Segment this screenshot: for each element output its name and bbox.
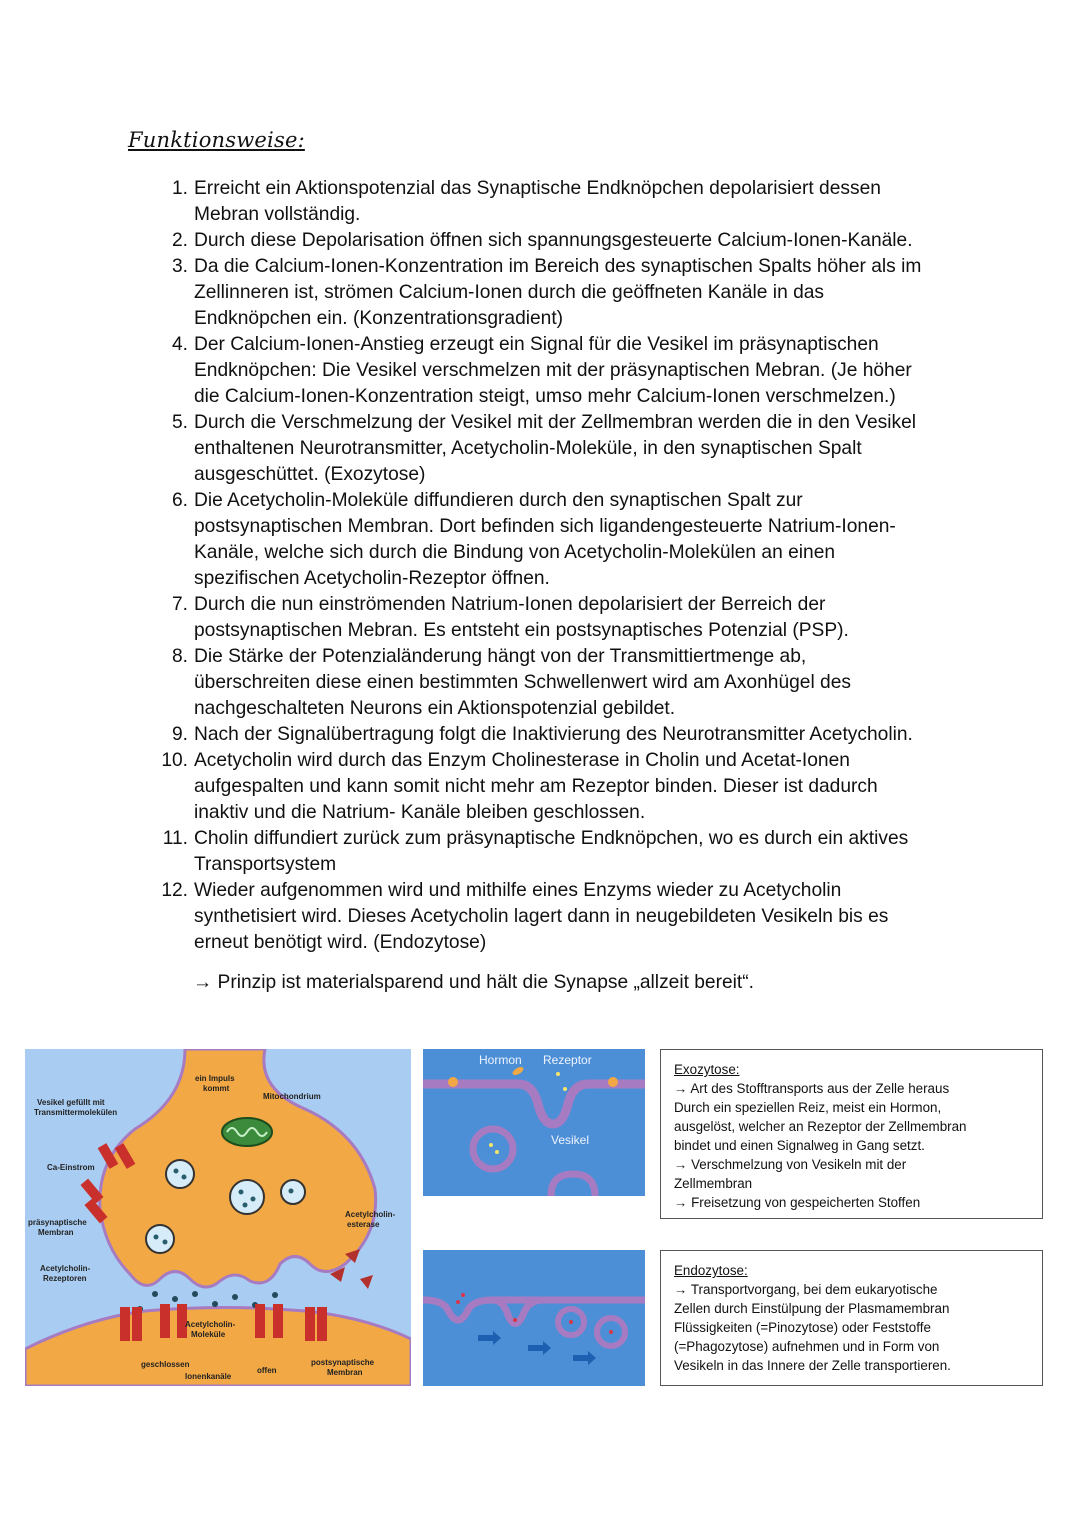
vesicle xyxy=(146,1225,174,1253)
step-item: 7. Durch die nun einströmenden Natrium-Ionen depolarisiert der Berreich der postsynaptischen Mebran. Es entsteht ein postsynaptisches Potenzial (PSP). xyxy=(171,594,849,641)
step-line: Durch die Verschmelzung der Vesikel mit der Zellmembran werden die in den Vesikel xyxy=(194,412,917,433)
step-line: spezifischen Acetycholin-Rezeptor öffnen. xyxy=(194,568,550,589)
label-esterase-2: esterase xyxy=(347,1220,380,1229)
step-item: 12. Wieder aufgenommen wird und mithilfe eines Enzyms wieder zu Acetycholin synthetisiert wird. Dieses Acetycholin lagert dann in neugebildeten Vesikeln bis es erneut benötigt wird. (Endozytose) xyxy=(161,880,889,953)
label-ion-channels: Ionenkanäle xyxy=(185,1372,232,1381)
step-line: Endknöpchen: Die Vesikel verschmelzen mit der präsynaptischen Mebran. (Je höher xyxy=(194,360,912,381)
label-presynaptic-membrane-2: Membran xyxy=(38,1228,74,1237)
step-line: aufgespalten und kann somit nicht mehr am Rezeptor binden. Dieser ist dadurch xyxy=(194,776,878,797)
step-item: 5. Durch die Verschmelzung der Vesikel mit der Zellmembran werden die in den Vesikel enthaltenen Neurotransmitter, Acetycholin-Moleküle, in den synaptischen Spalt ausgeschüttet. (Exozytose) xyxy=(171,412,917,485)
step-line: synthetisiert wird. Dieses Acetycholin lagert dann in neugebildeten Vesikeln bis es xyxy=(194,906,889,927)
step-line: Die Stärke der Potenzialänderung hängt von der Transmittiertmenge ab, xyxy=(194,646,807,667)
step-line: ausgeschüttet. (Exozytose) xyxy=(194,464,426,485)
step-line: postsynaptischen Mebran. Es entsteht ein postsynaptisches Potenzial (PSP). xyxy=(194,620,849,641)
endozytose-line: (=Phagozytose) aufnehmen und in Form von xyxy=(674,1339,940,1354)
transmitter-molecule xyxy=(212,1301,218,1307)
step-line: Zellinneren ist, strömen Calcium-Ionen durch die geöffneten Kanäle in das xyxy=(194,282,825,303)
label-mitochondrion: Mitochondrium xyxy=(263,1092,321,1101)
step-line: Der Calcium-Ionen-Anstieg erzeugt ein Signal für die Vesikel im präsynaptischen xyxy=(194,334,879,355)
fusing-vesicle xyxy=(551,1174,595,1196)
exozytose-line: ausgelöst, welcher an Rezeptor der Zellmembran xyxy=(674,1119,967,1134)
cargo-dot xyxy=(563,1087,567,1091)
step-line: überschreiten diese einen bestimmten Schwellenwert wird am Axonhügel des xyxy=(194,672,851,693)
vesicle xyxy=(230,1180,264,1214)
cargo-dot xyxy=(495,1150,499,1154)
vesicle-molecule xyxy=(163,1240,168,1245)
conclusion-text: → Prinzip ist materialsparend und hält die Synapse „allzeit bereit“. xyxy=(193,972,754,993)
label-open: offen xyxy=(257,1366,277,1375)
vesicle-molecule xyxy=(243,1203,248,1208)
step-item: 2. Durch diese Depolarisation öffnen sich spannungsgesteuerte Calcium-Ionen-Kanäle. xyxy=(171,230,913,251)
endocytosis-illustration xyxy=(423,1250,645,1386)
label-postsynaptic-membrane-2: Membran xyxy=(327,1368,363,1377)
endozytose-box xyxy=(660,1250,1043,1386)
step-item: 3. Da die Calcium-Ionen-Konzentration im Bereich des synaptischen Spalts höher als im Zellinneren ist, strömen Calcium-Ionen durch die geöffneten Kanäle in das Endknöpchen ein. (Konzentrationsgradient) xyxy=(171,256,922,329)
vesicle-molecule xyxy=(174,1169,179,1174)
endozytose-line: → Transportvorgang, bei dem eukaryotische xyxy=(674,1282,938,1297)
label-presynaptic-membrane: präsynaptische xyxy=(28,1218,87,1227)
step-line: die Calcium-Ionen-Konzentration steigt, umso mehr Calcium-Ionen verschmelzen.) xyxy=(194,386,896,407)
vesicle-molecule xyxy=(182,1175,187,1180)
exozytose-line: Zellmembran xyxy=(674,1176,753,1191)
step-line: enthaltenen Neurotransmitter, Acetycholin-Moleküle, in den synaptischen Spalt xyxy=(194,438,862,459)
cargo-dot xyxy=(489,1143,493,1147)
label-closed: geschlossen xyxy=(141,1360,190,1369)
endozytose-line: Zellen durch Einstülpung der Plasmamembran xyxy=(674,1301,950,1316)
cargo-dot xyxy=(556,1072,560,1076)
exozytose-line: Durch ein speziellen Reiz, meist ein Hormon, xyxy=(674,1100,942,1115)
ion-channel-closed xyxy=(317,1307,327,1341)
cargo-dot xyxy=(513,1318,517,1322)
transmitter-molecule xyxy=(192,1291,198,1297)
function-steps-list xyxy=(160,176,960,956)
label-esterase: Acetylcholin- xyxy=(345,1210,396,1219)
step-item: 6. Die Acetycholin-Moleküle diffundieren durch den synaptischen Spalt zur postsynaptischen Membran. Dort befinden sich ligandengesteuerte Natrium-Ionen- Kanäle, welche sich durch die Bindung von Acetycholin-Molekülen an einen spezifischen Acetycholin-Rezeptor öffnen. xyxy=(171,490,896,589)
exozytose-line: → Art des Stofftransports aus der Zelle heraus xyxy=(674,1081,950,1096)
cargo-dot xyxy=(569,1320,573,1324)
step-line: Durch diese Depolarisation öffnen sich spannungsgesteuerte Calcium-Ionen-Kanäle. xyxy=(194,230,913,251)
cargo-dot xyxy=(456,1300,460,1304)
vesicle-molecule xyxy=(239,1190,244,1195)
step-line: Transportsystem xyxy=(194,854,337,875)
step-line: erneut benötigt wird. (Endozytose) xyxy=(194,932,487,953)
step-item: 11. Cholin diffundiert zurück zum präsynaptische Endknöpchen, wo es durch ein aktives Transportsystem xyxy=(162,828,909,875)
ion-channel-closed xyxy=(120,1307,130,1341)
exozytose-line: bindet und einen Signalweg in Gang setzt. xyxy=(674,1138,925,1153)
label-hormone: Hormon xyxy=(479,1053,522,1067)
label-vesicle: Vesikel xyxy=(551,1133,590,1147)
step-line: Mebran vollständig. xyxy=(194,204,361,225)
endozytose-line: Vesikeln in das Innere der Zelle transportieren. xyxy=(674,1358,951,1373)
step-line: Da die Calcium-Ionen-Konzentration im Bereich des synaptischen Spalts höher als im xyxy=(194,256,922,277)
ion-channel-closed xyxy=(305,1307,315,1341)
transmitter-molecule xyxy=(152,1291,158,1297)
endozytose-line: Flüssigkeiten (=Pinozytose) oder Feststoffe xyxy=(674,1320,931,1335)
step-line: postsynaptischen Membran. Dort befinden sich ligandengesteuerte Natrium-Ionen- xyxy=(194,516,896,537)
ion-channel-open xyxy=(160,1304,170,1338)
label-receptors-2: Rezeptoren xyxy=(43,1274,87,1283)
label-vesicle-2: Transmittermolekülen xyxy=(34,1108,118,1117)
vesicle-molecule xyxy=(289,1189,294,1194)
step-line: Acetycholin wird durch das Enzym Cholinesterase in Cholin und Acetat-Ionen xyxy=(194,750,850,771)
step-item: 8. Die Stärke der Potenzialänderung hängt von der Transmittiertmenge ab, überschreiten diese einen bestimmten Schwellenwert wird am Axonhügel des nachgeschalteten Neurons ein Aktionspotenzial gebildet. xyxy=(171,646,851,719)
step-item: 4. Der Calcium-Ionen-Anstieg erzeugt ein Signal für die Vesikel im präsynaptischen Endknöpchen: Die Vesikel verschmelzen mit der präsynaptischen Mebran. (Je höher die Calcium-Ionen-Konzentration steigt, umso mehr Calcium-Ionen verschmelzen.) xyxy=(171,334,912,407)
receptor xyxy=(608,1077,618,1087)
exozytose-title: Exozytose: xyxy=(674,1062,740,1077)
exozytose-box xyxy=(660,1049,1043,1219)
label-vesicle: Vesikel gefüllt mit xyxy=(37,1098,105,1107)
exocytosis-background xyxy=(423,1049,645,1196)
step-line: Erreicht ein Aktionspotenzial das Synaptische Endknöpchen depolarisiert dessen xyxy=(194,178,881,199)
step-line: Cholin diffundiert zurück zum präsynaptische Endknöpchen, wo es durch ein aktives xyxy=(194,828,909,849)
transmitter-molecule xyxy=(272,1292,278,1298)
step-item: 1. Erreicht ein Aktionspotenzial das Synaptische Endknöpchen depolarisiert dessen Mebran vollständig. xyxy=(171,178,881,225)
step-line: inaktiv und die Natrium- Kanäle bleiben geschlossen. xyxy=(194,802,646,823)
step-item: 10. Acetycholin wird durch das Enzym Cholinesterase in Cholin und Acetat-Ionen aufgespalten und kann somit nicht mehr am Rezeptor binden. Dieser ist dadurch inaktiv und die Natrium- Kanäle bleiben geschlossen. xyxy=(161,750,878,823)
vesicle-molecule xyxy=(154,1235,159,1240)
label-postsynaptic-membrane: postsynaptische xyxy=(311,1358,375,1367)
label-receptor: Rezeptor xyxy=(543,1053,592,1067)
label-ca-influx: Ca-Einstrom xyxy=(47,1163,95,1172)
step-line: Nach der Signalübertragung folgt die Inaktivierung des Neurotransmitter Acetycholin. xyxy=(194,724,913,745)
endozytose-title: Endozytose: xyxy=(674,1263,748,1278)
label-molecules-2: Moleküle xyxy=(191,1330,226,1339)
transmitter-molecule xyxy=(172,1296,178,1302)
ion-channel-open xyxy=(273,1304,283,1338)
step-line: Kanäle, welche sich durch die Bindung von Acetycholin-Molekülen an einen xyxy=(194,542,836,563)
ion-channel-closed xyxy=(132,1307,142,1341)
step-line: Durch die nun einströmenden Natrium-Ionen depolarisiert der Berreich der xyxy=(194,594,826,615)
vesicle-molecule xyxy=(251,1197,256,1202)
ion-channel-open xyxy=(255,1304,265,1338)
exo-vesicle xyxy=(473,1129,513,1169)
vesicle xyxy=(166,1160,194,1188)
cargo-dot xyxy=(461,1293,465,1297)
transmitter-molecule xyxy=(232,1294,238,1300)
step-item: 9. Nach der Signalübertragung folgt die Inaktivierung des Neurotransmitter Acetycholin. xyxy=(171,724,913,745)
label-receptors: Acetylcholin- xyxy=(40,1264,91,1273)
exozytose-line: → Verschmelzung von Vesikeln mit der xyxy=(674,1157,907,1172)
cargo-dot xyxy=(609,1330,613,1334)
receptor xyxy=(448,1077,458,1087)
step-line: Endknöpchen ein. (Konzentrationsgradient) xyxy=(194,308,564,329)
step-line: nachgeschalteten Neurons ein Aktionspotenzial gebildet. xyxy=(194,698,676,719)
label-impulse: ein Impuls xyxy=(195,1074,235,1083)
label-impulse-2: kommt xyxy=(203,1084,230,1093)
exozytose-line: → Freisetzung von gespeicherten Stoffen xyxy=(674,1195,921,1210)
exocytosis-illustration xyxy=(423,1049,645,1196)
step-line: Die Acetycholin-Moleküle diffundieren durch den synaptischen Spalt zur xyxy=(194,490,803,511)
label-molecules: Acetylcholin- xyxy=(185,1320,236,1329)
page-heading: Funktionsweise: xyxy=(128,128,305,152)
step-line: Wieder aufgenommen wird und mithilfe eines Enzyms wieder zu Acetycholin xyxy=(194,880,842,901)
synapse-diagram xyxy=(25,1049,411,1386)
